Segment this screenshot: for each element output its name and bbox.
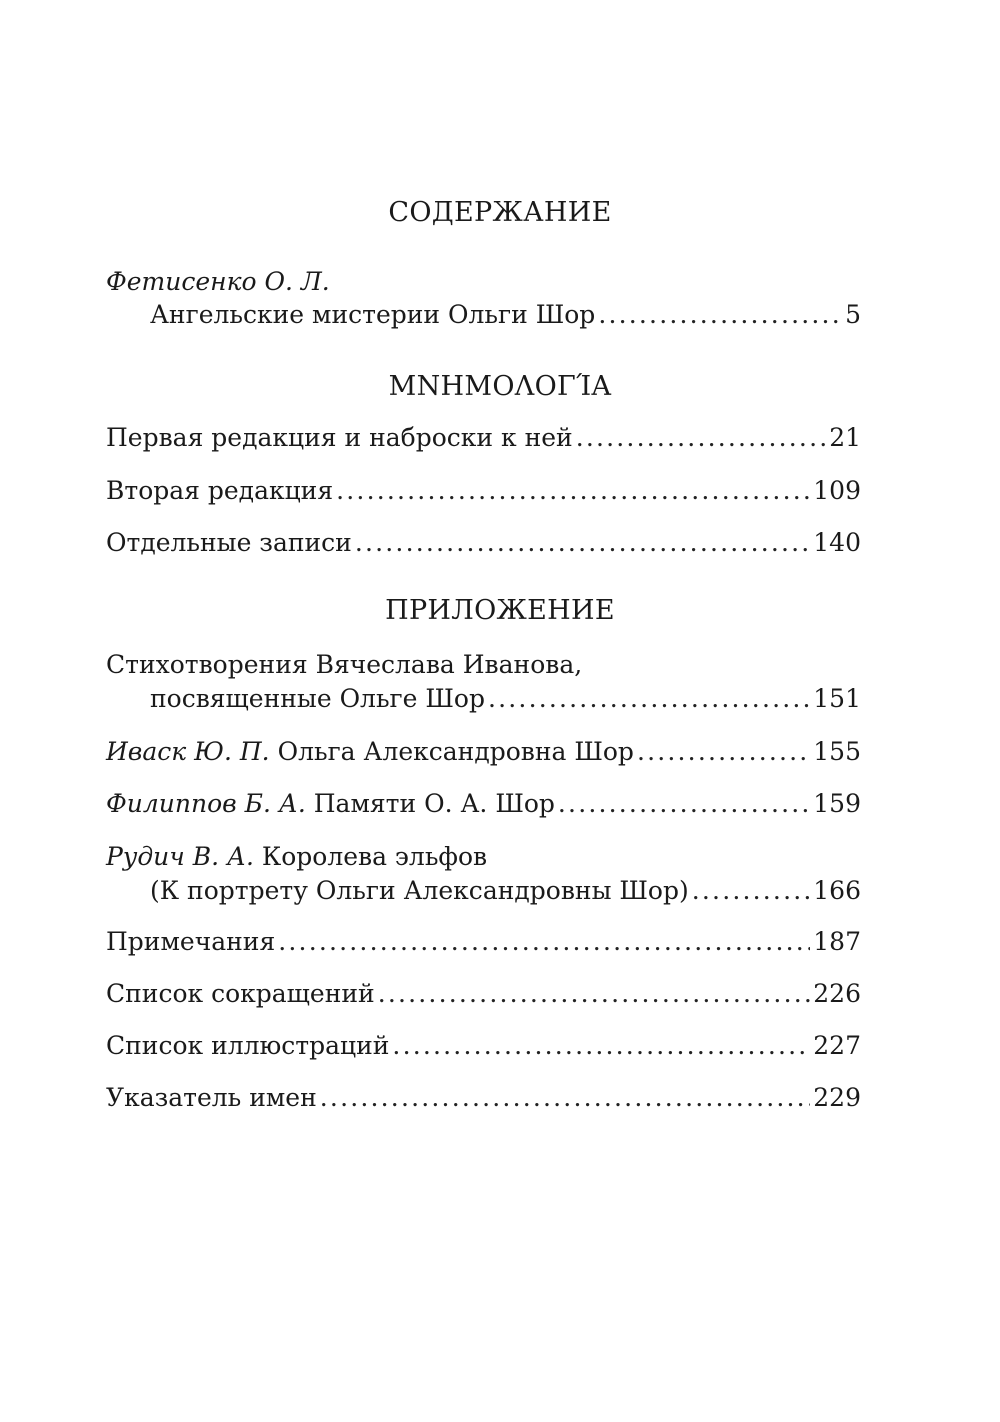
dot-leader — [336, 474, 810, 508]
toc-entry[interactable] — [106, 787, 861, 821]
entry-page: 229 — [813, 1083, 861, 1112]
dot-leader — [488, 682, 810, 716]
toc-entry[interactable] — [106, 735, 861, 769]
entry-title-line2: (К портрету Ольги Александровны Шор) — [150, 876, 689, 905]
toc-entry-intro[interactable] — [106, 265, 861, 332]
entry-title: Вторая редакция — [106, 476, 334, 505]
dot-leader — [576, 421, 827, 455]
toc-entry[interactable] — [106, 1029, 861, 1063]
entry-page: 21 — [829, 423, 861, 452]
dot-leader — [320, 1081, 811, 1115]
entry-title-line2: посвященные Ольге Шор — [150, 684, 485, 713]
dot-leader — [355, 526, 810, 560]
toc-entry[interactable] — [106, 977, 861, 1011]
dot-leader — [392, 1029, 810, 1063]
entry-page: 5 — [845, 300, 861, 329]
entry-title: Отдельные записи — [106, 528, 352, 557]
toc-entry[interactable] — [106, 925, 861, 959]
toc-entry[interactable] — [106, 1081, 861, 1115]
entry-title: Ольга Александровна Шор — [277, 737, 634, 766]
entry-page: 140 — [813, 528, 861, 557]
entry-title-line1: Королева эльфов — [261, 842, 488, 871]
dot-leader — [278, 925, 810, 959]
entry-page: 151 — [813, 684, 861, 713]
entry-title: Памяти О. А. Шор — [313, 789, 555, 818]
dot-leader — [692, 874, 811, 908]
toc-entry[interactable] — [106, 526, 861, 560]
section-heading-appendix: ПРИЛОЖЕНИЕ — [385, 595, 615, 626]
entry-page: 159 — [813, 789, 861, 818]
entry-title: Примечания — [106, 927, 276, 956]
entry-page: 166 — [813, 876, 861, 905]
entry-title: Первая редакция и наброски к ней — [106, 423, 573, 452]
entry-author: Рудич В. А. — [106, 842, 254, 871]
toc-entry[interactable] — [106, 474, 861, 508]
toc-entry[interactable] — [106, 648, 861, 716]
entry-title: Список сокращений — [106, 979, 375, 1008]
toc-entry[interactable] — [106, 840, 861, 908]
toc-entry[interactable] — [106, 421, 861, 455]
dot-leader — [558, 787, 810, 821]
entry-title: Указатель имен — [106, 1083, 317, 1112]
entry-page: 109 — [813, 476, 861, 505]
entry-page: 227 — [813, 1031, 861, 1060]
entry-title: Список иллюстраций — [106, 1031, 390, 1060]
entry-title: Ангельские мистерии Ольги Шор — [150, 300, 596, 329]
dot-leader — [637, 735, 810, 769]
section-heading-mnemologia: ΜΝΗΜΟΛΟΓΊΑ — [388, 371, 612, 402]
entry-author: Фетисенко О. Л. — [106, 267, 330, 296]
entry-title-line1: Стихотворения Вячеслава Иванова, — [106, 650, 583, 679]
entry-author: Иваск Ю. П. — [106, 737, 270, 766]
entry-page: 226 — [813, 979, 861, 1008]
dot-leader — [378, 977, 811, 1011]
page-title: СОДЕРЖАНИЕ — [388, 197, 612, 228]
entry-author: Филиппов Б. А. — [106, 789, 306, 818]
dot-leader — [598, 298, 842, 332]
entry-page: 155 — [813, 737, 861, 766]
entry-page: 187 — [813, 927, 861, 956]
